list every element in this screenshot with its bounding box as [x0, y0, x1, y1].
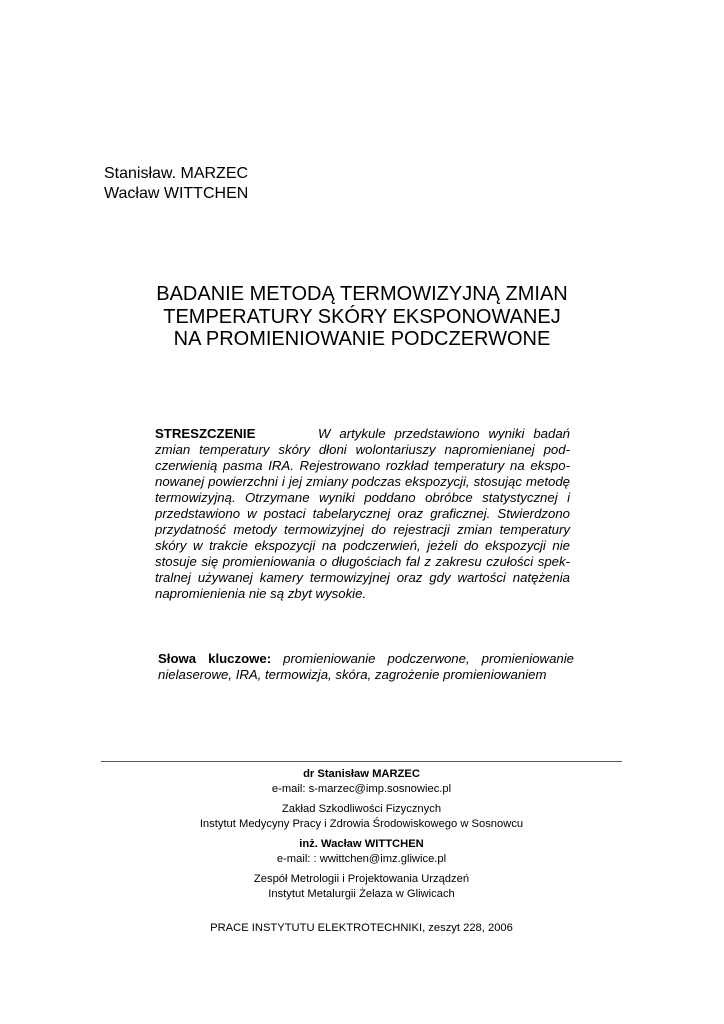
- abstract: [155, 426, 570, 602]
- footnote-divider: [101, 761, 622, 762]
- author2-name: inż. Wacław WITTCHEN: [299, 838, 424, 850]
- title-line: NA PROMIENIOWANIE PODCZERWONE: [173, 328, 551, 350]
- author2-affiliation: Instytut Metalurgii Żelaza w Gliwicach: [268, 887, 455, 900]
- author1-email: e-mail: s-marzec@imp.sosnowiec.pl: [271, 782, 452, 795]
- journal-reference: PRACE INSTYTUTU ELEKTROTECHNIKI, zeszyt 228, 2006: [210, 922, 513, 934]
- author2-email: e-mail: : wwittchen@imz.gliwice.pl: [276, 852, 447, 865]
- author2-affiliation: Zespół Metrologii i Projektowania Urządzeń: [253, 873, 470, 885]
- author1-affiliation: Instytut Medycyny Pracy i Zdrowia Środowiskowego w Sosnowcu: [199, 817, 524, 830]
- paper-title: [120, 283, 604, 351]
- keywords: [158, 651, 574, 683]
- author-name: Stanisław. MARZEC: [104, 165, 249, 182]
- abstract-text: W artykule przedstawiono wyniki badań zmian temperatury skóry dłoni wolontariuszy napromienianej podczerwienią pasma IRA. Rejestrowano rozkład temperatury na eksponowanej powierzchni i jej zmiany podczas ekspozycji, stosując metodę termowizyjną. Otrzymane wyniki poddano obróbce statystycznej i przedstawiono w postaci tabelarycznej oraz graficznej. Stwierdzono przydatność metody termowizyjnej do rejestracji zmian temperatury skóry w trakcie ekspozycji na podczerwień, jeżeli do ekspozycji nie stosuje się promieniowania o długościach fal z zakresu czułości spektralnej używanej kamery termowizyjnej oraz gdy wartości natężenia napromienienia nie są zbyt wysokie.: [155, 426, 570, 601]
- author-name: Wacław WITTCHEN: [104, 185, 249, 202]
- abstract-label: STRESZCZENIE: [155, 426, 256, 441]
- author-list: [104, 164, 248, 204]
- author1-affiliation: Zakład Szkodliwości Fizycznych: [281, 803, 442, 815]
- keywords-label: Słowa kluczowe:: [158, 651, 272, 666]
- author1-name: dr Stanisław MARZEC: [303, 768, 420, 780]
- title-line: BADANIE METODĄ TERMOWIZYJNĄ ZMIAN: [156, 283, 568, 305]
- title-line: TEMPERATURY SKÓRY EKSPONOWANEJ: [163, 305, 561, 328]
- keywords-text: promieniowanie podczerwone, promieniowanie nielaserowe, IRA, termowizja, skóra, zagrożenie promieniowaniem: [158, 651, 574, 682]
- author-affiliations: [101, 767, 622, 907]
